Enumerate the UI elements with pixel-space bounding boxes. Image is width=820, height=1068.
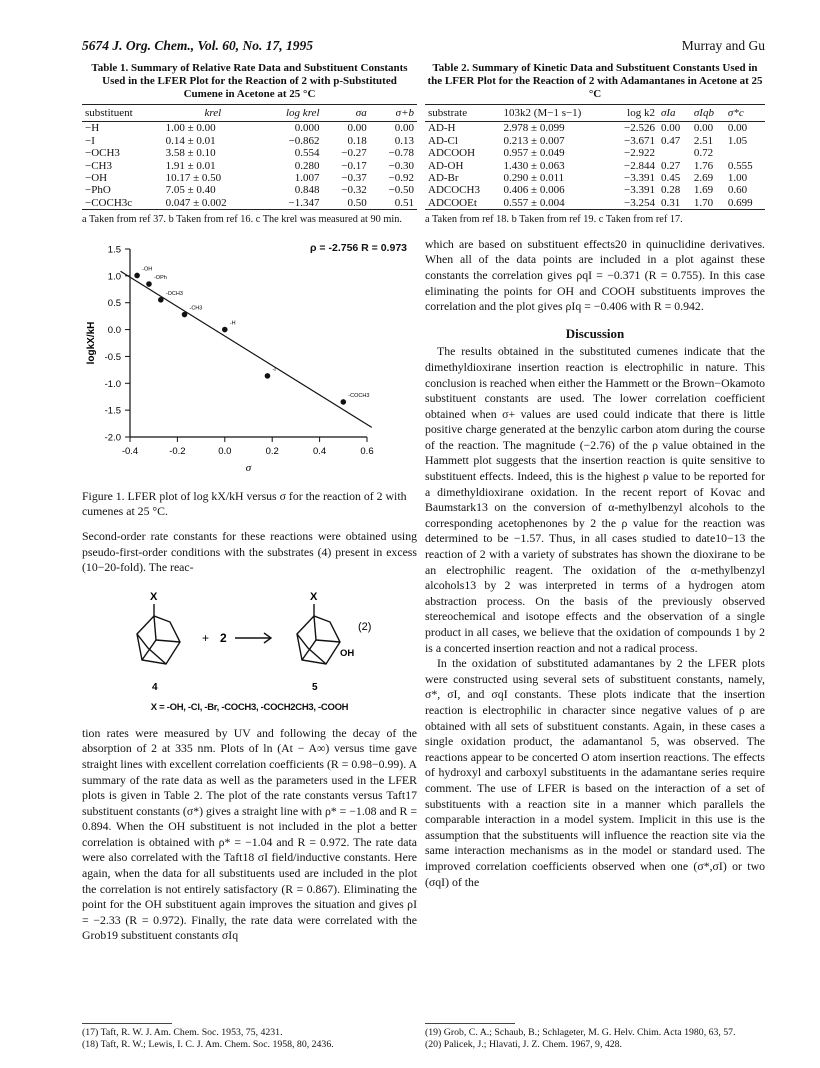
data-point-label: -I xyxy=(272,366,276,373)
table1-header: log krel xyxy=(263,105,322,122)
table2-row xyxy=(425,135,765,147)
table2-row xyxy=(425,184,765,196)
figure1 xyxy=(82,231,417,489)
table1-row xyxy=(82,197,417,210)
table1-header: σ+b xyxy=(370,105,417,122)
y-tick-label: -1.5 xyxy=(104,405,121,417)
table-cell: 7.05 ± 0.40 xyxy=(165,184,216,197)
table-cell: 0.555 xyxy=(727,159,753,172)
table-cell: 0.00 xyxy=(727,122,748,135)
y-tick-label: 1.5 xyxy=(107,244,121,256)
table-cell: AD-OH xyxy=(428,159,464,172)
plus-sign: + xyxy=(202,630,210,645)
footnote-rule xyxy=(82,1023,172,1024)
y-tick-label: 0.5 xyxy=(107,297,121,309)
table-cell: 0.00 xyxy=(347,122,367,135)
table-cell: −1.347 xyxy=(263,197,322,210)
table-cell: ADCOOEt xyxy=(425,197,501,210)
figure1-caption: Figure 1. LFER plot of log kX/kH versus σ for the reaction of 2 with cumenes at 25 °C. xyxy=(82,488,407,519)
table2-header: 103k2 (M−1 s−1) xyxy=(501,105,610,122)
table-cell: 1.007 xyxy=(294,172,320,185)
table-cell: 1.00 ± 0.00 xyxy=(165,122,216,135)
table-cell: −CH3 xyxy=(85,159,112,172)
data-point-label: -COCH3 xyxy=(348,392,370,399)
substituent-list: X = -OH, -Cl, -Br, -COCH3, -COCH2CH3, -COOH xyxy=(150,702,349,714)
table-cell: 0.00 xyxy=(660,122,681,135)
references-left xyxy=(82,1027,422,1051)
body-paragraph: Second-order rate constants for these reactions were obtained using pseudo-first-order conditions with the substrates (4) present in excess (10−20-fold). The reac- xyxy=(82,528,417,575)
running-header-left: 5674 J. Org. Chem., Vol. 60, No. 17, 1995 xyxy=(82,38,314,53)
x-tick-label: 0.6 xyxy=(360,445,374,457)
table1-caption: Table 1. Summary of Relative Rate Data and Substituent Constants Used in the LFER Plot for the Reaction of 2 with p-Substituted Cumene in Acetone at 25 °C xyxy=(91,62,408,100)
data-point-label: -CH3 xyxy=(189,305,203,312)
left-column xyxy=(82,62,417,944)
table1-header: substituent xyxy=(82,105,163,122)
table-cell: ADCOCH3 xyxy=(428,184,480,197)
table-cell: 0.18 xyxy=(347,134,367,147)
data-point-label: -H xyxy=(229,320,236,327)
compound-number-5: 5 xyxy=(312,681,318,693)
table-cell: 1.70 xyxy=(691,197,725,210)
data-point xyxy=(182,311,188,317)
table1-header: krel xyxy=(163,105,264,122)
table-cell: 0.50 xyxy=(323,197,370,210)
table-cell: 0.27 xyxy=(660,159,681,172)
body-paragraph: The results obtained in the substituted cumenes indicate that the dimethyldioxirane insertion reaction is electrophilic in nature. This conclusion is reached when either the Hammett or the Brown−Okamoto substituent constants are used. The lower correlation coefficient obtained when σ+ values are used could indicate that there is little positive charge generated at the benzylic carbon atom during the course of the reaction. The magnitude (−2.76) of the ρ value obtained in the Hammett plot suggests that the insertion reaction is quite sensitive to substituent effects. Indeed, this is the highest ρ value to be reported for a dimethyldioxirane oxidation. In the recent report of Kovac and Baumstark13 on the conversion of α-methylbenzyl alcohols to the corresponding acetophenones by 2 the ρ value for the reaction was determined to be −1.57. Thus, in all cases studied to date10−13 the reaction of 2 with a variety of substrates has shown the dioxirane to be an electrophilic reagent. The oxidation of the α-methylbenzyl alcohols13 by 2 was interpreted in terms of a hydrogen atom abstraction process. On the basis of the previously observed stereochemical and isotope effects and the observation of a single product in all cases, we believe that the oxidation of compounds 1 by 2 is a concerted insertion reaction and not a radical process. xyxy=(425,344,765,655)
table2-header: σIqb xyxy=(691,105,725,122)
x-tick-label: 0.2 xyxy=(265,445,279,457)
data-point-label: -OPh xyxy=(153,274,167,281)
table-cell: AD-H xyxy=(428,122,456,135)
data-point xyxy=(341,399,347,405)
y-tick-label: -1.0 xyxy=(104,378,121,390)
table-cell: −0.37 xyxy=(341,172,367,185)
table2-caption: Table 2. Summary of Kinetic Data and Substituent Constants Used in the LFER Plot for the Reaction of 2 with Adamantanes in Acetone at 25 °C xyxy=(427,62,763,100)
x-tick-label: -0.4 xyxy=(121,445,139,457)
data-point xyxy=(222,327,228,333)
data-point xyxy=(134,272,140,278)
table2-row xyxy=(425,147,765,159)
table-cell: AD-Cl xyxy=(428,134,458,147)
table-cell: 0.13 xyxy=(394,134,414,147)
table-cell: 0.957 ± 0.049 xyxy=(503,147,565,160)
table-cell: 0.213 ± 0.007 xyxy=(503,134,565,147)
reference: (18) Taft, R. W.; Lewis, I. C. J. Am. Chem. Soc. 1958, 80, 2436. xyxy=(82,1038,334,1050)
table-cell: −2.526 xyxy=(624,122,655,135)
table2-header: σIa xyxy=(658,105,691,122)
table-cell: −0.78 xyxy=(388,147,414,160)
table2-header: substrate xyxy=(425,105,501,122)
table-cell: 0.280 xyxy=(294,159,320,172)
y-tick-label: -0.5 xyxy=(104,351,121,363)
table2-row xyxy=(425,197,765,210)
table-cell: −PhO xyxy=(85,184,111,197)
reaction-scheme-drawing xyxy=(82,582,417,700)
fit-annotation: ρ = -2.756 R = 0.973 xyxy=(310,241,407,254)
table2-row xyxy=(425,122,765,135)
fit-line xyxy=(121,271,372,427)
hydroxyl-label: OH xyxy=(340,647,355,659)
table-cell: −0.32 xyxy=(341,184,367,197)
table-cell: −OCH3 xyxy=(85,147,120,160)
y-tick-label: -2.0 xyxy=(104,432,121,444)
table-cell: 0.554 xyxy=(294,147,320,160)
table-cell: −0.17 xyxy=(341,159,367,172)
footnote-rule xyxy=(425,1023,515,1024)
table-cell: −0.92 xyxy=(388,172,414,185)
table-cell: 0.047 ± 0.002 xyxy=(163,197,264,210)
table-cell: 2.51 xyxy=(693,134,714,147)
table-cell: 1.69 xyxy=(693,184,714,197)
table-cell: 1.00 xyxy=(727,172,748,185)
table-cell: 1.76 xyxy=(693,159,714,172)
table2-row xyxy=(425,160,765,172)
x-tick-label: 0.0 xyxy=(218,445,232,457)
y-axis-label: logkX/kH xyxy=(86,321,97,365)
table-cell: −I xyxy=(85,134,95,147)
table1 xyxy=(82,104,417,210)
table-cell: 0.51 xyxy=(370,197,417,210)
reference: (19) Grob, C. A.; Schaub, B.; Schlageter, M. G. Helv. Chim. Acta 1980, 63, 57. xyxy=(425,1027,736,1038)
table1-footnote: a Taken from ref 37. b Taken from ref 16. c The krel was measured at 90 min. xyxy=(82,214,402,226)
reaction-scheme xyxy=(82,582,417,714)
table1-row xyxy=(82,147,417,159)
table-cell: −OH xyxy=(85,172,108,185)
x-tick-label: 0.4 xyxy=(312,445,327,457)
table-cell: 0.00 xyxy=(693,122,714,135)
section-heading: Discussion xyxy=(565,325,625,341)
table-cell: 0.406 ± 0.006 xyxy=(503,184,565,197)
table-cell: AD-Br xyxy=(428,172,459,185)
table-cell: −COCH3c xyxy=(82,197,163,210)
table2 xyxy=(425,104,765,210)
equation-number: (2) xyxy=(358,620,372,633)
table1-header: σa xyxy=(323,105,370,122)
table-cell: 0.699 xyxy=(725,197,765,210)
x-tick-label: -0.2 xyxy=(169,445,186,457)
table-cell: 1.430 ± 0.063 xyxy=(503,159,565,172)
table1-row xyxy=(82,160,417,172)
table-cell: 10.17 ± 0.50 xyxy=(165,172,222,185)
table2-header: log k2 xyxy=(610,105,658,122)
running-header-right: Murray and Gu xyxy=(681,38,765,53)
body-paragraph: tion rates were measured by UV and following the decay of the absorption of 2 at 335 nm. Plots of ln (At − A∞) versus time gave straight lines with excellent correlation coefficients (R = 0.98−0.99). A summary of the rate data as well as the parameters used in the LFER plots is given in Table 2. The plot of the rate constants versus Taft17 substituent constants (σ*) gives a straight line with ρ* = −1.08 and R = 0.894. When the OH substituent is not included in the plot a better correlation is obtained with ρ* = −1.04 and R = 0.972. The rate data were also correlated with the Taft18 σI field/inductive constants. Here again, when the data for all substituents used are included in the plot the correlation is not entirely satisfactory (R = 0.867). Eliminating the point for the OH substituent again improves the situation and gives ρI = −2.33 (R = 0.972). Finally, the rate data were correlated with the Grob19 substituent constants σIq xyxy=(82,725,417,943)
table-cell: 0.00 xyxy=(394,122,414,135)
table-cell: 0.45 xyxy=(660,172,681,185)
table-cell: 3.58 ± 0.10 xyxy=(165,147,216,160)
table-cell: 0.60 xyxy=(727,184,748,197)
data-point xyxy=(158,297,164,303)
table-cell: 0.28 xyxy=(660,184,681,197)
table2-row xyxy=(425,172,765,184)
table1-row xyxy=(82,172,417,184)
table-cell: −3.671 xyxy=(624,134,655,147)
substituent-label: X xyxy=(150,590,158,603)
table-cell: 2.978 ± 0.099 xyxy=(503,122,565,135)
table-cell: 0.47 xyxy=(660,134,681,147)
table-cell: 0.14 ± 0.01 xyxy=(165,134,216,147)
table-cell: −3.391 xyxy=(624,184,655,197)
data-point-label: -OCH3 xyxy=(165,290,183,297)
table-cell: −3.391 xyxy=(624,172,655,185)
lfer-plot xyxy=(82,231,417,489)
data-point xyxy=(146,281,152,287)
table2-footnote: a Taken from ref 18. b Taken from ref 19. c Taken from ref 17. xyxy=(425,214,683,226)
table-cell: −3.254 xyxy=(610,197,658,210)
table-cell: 0.290 ± 0.011 xyxy=(503,172,565,185)
table1-row xyxy=(82,122,417,135)
substituent-label: X xyxy=(310,590,318,603)
table-cell: 0.31 xyxy=(658,197,691,210)
data-point xyxy=(265,373,271,379)
table-cell: −0.862 xyxy=(288,134,320,147)
body-paragraph: In the oxidation of substituted adamantanes by 2 the LFER plots were constructed using several sets of substituent constants, namely, σ*, σI, and σqI constants. These plots indicate that the insertion reaction is electrophilic in character since negative values of ρ are obtained with all sets of substituent constants. Again, in these cases a single oxidation product, the adamantanol 5, was observed. The reactions appear to be concerted O atom insertion reactions. The effects of hydroxyl and carboxyl substituents in the adamantane series require comment. The use of LFER is based on the interaction of a set of substituents with a reaction site in a manner which parallels the comparable interaction in a model system. Implicit in this use is the assumption that the substituents will influence the reaction site via the same interaction mechanisms as in the model or standard used. The improved correlation coefficients observed when one (σ*,σI) or two (σqI) of the xyxy=(425,656,765,889)
table-cell: 0.000 xyxy=(294,122,320,135)
table-cell: −0.50 xyxy=(388,184,414,197)
y-tick-label: 1.0 xyxy=(107,271,121,283)
table-cell: 0.848 xyxy=(294,184,320,197)
x-axis-label: σ xyxy=(245,461,252,474)
right-column xyxy=(425,62,765,890)
table-cell: −H xyxy=(85,122,100,135)
table-cell: 0.557 ± 0.004 xyxy=(501,197,610,210)
table-cell xyxy=(658,147,691,159)
reference: (20) Palicek, J.; Hlavati, J. Z. Chem. 1967, 9, 428. xyxy=(425,1038,622,1050)
table-cell: 2.69 xyxy=(693,172,714,185)
y-tick-label: 0.0 xyxy=(107,324,121,336)
compound-number-4: 4 xyxy=(152,681,158,693)
references-right xyxy=(425,1027,765,1051)
reference: (17) Taft, R. W. J. Am. Chem. Soc. 1953, 75, 4231. xyxy=(82,1027,283,1038)
reagent-number: 2 xyxy=(220,630,227,645)
table1-row xyxy=(82,184,417,196)
data-point-label: -OH xyxy=(142,266,153,273)
table-cell: −0.27 xyxy=(341,147,367,160)
body-paragraph: which are based on substituent effects20 in quinuclidine derivatives. When all of the data points are included in a plot against these constants the correlation gives ρqI = −0.371 (R = 0.755). In this case eliminating the points for OH and COOH substituents improves the correlation and the plot gives ρIq = −0.406 with R = 0.942. xyxy=(425,236,765,314)
table-cell: 1.05 xyxy=(727,134,748,147)
table-cell: −2.844 xyxy=(624,159,655,172)
table-cell: 0.72 xyxy=(693,147,714,160)
table-cell xyxy=(725,147,765,159)
table1-row xyxy=(82,135,417,147)
table-cell: ADCOOH xyxy=(428,147,476,160)
table-cell: −0.30 xyxy=(388,159,414,172)
table-cell: 1.91 ± 0.01 xyxy=(165,159,216,172)
table-cell: −2.922 xyxy=(624,147,655,160)
table2-header: σ*c xyxy=(725,105,765,122)
